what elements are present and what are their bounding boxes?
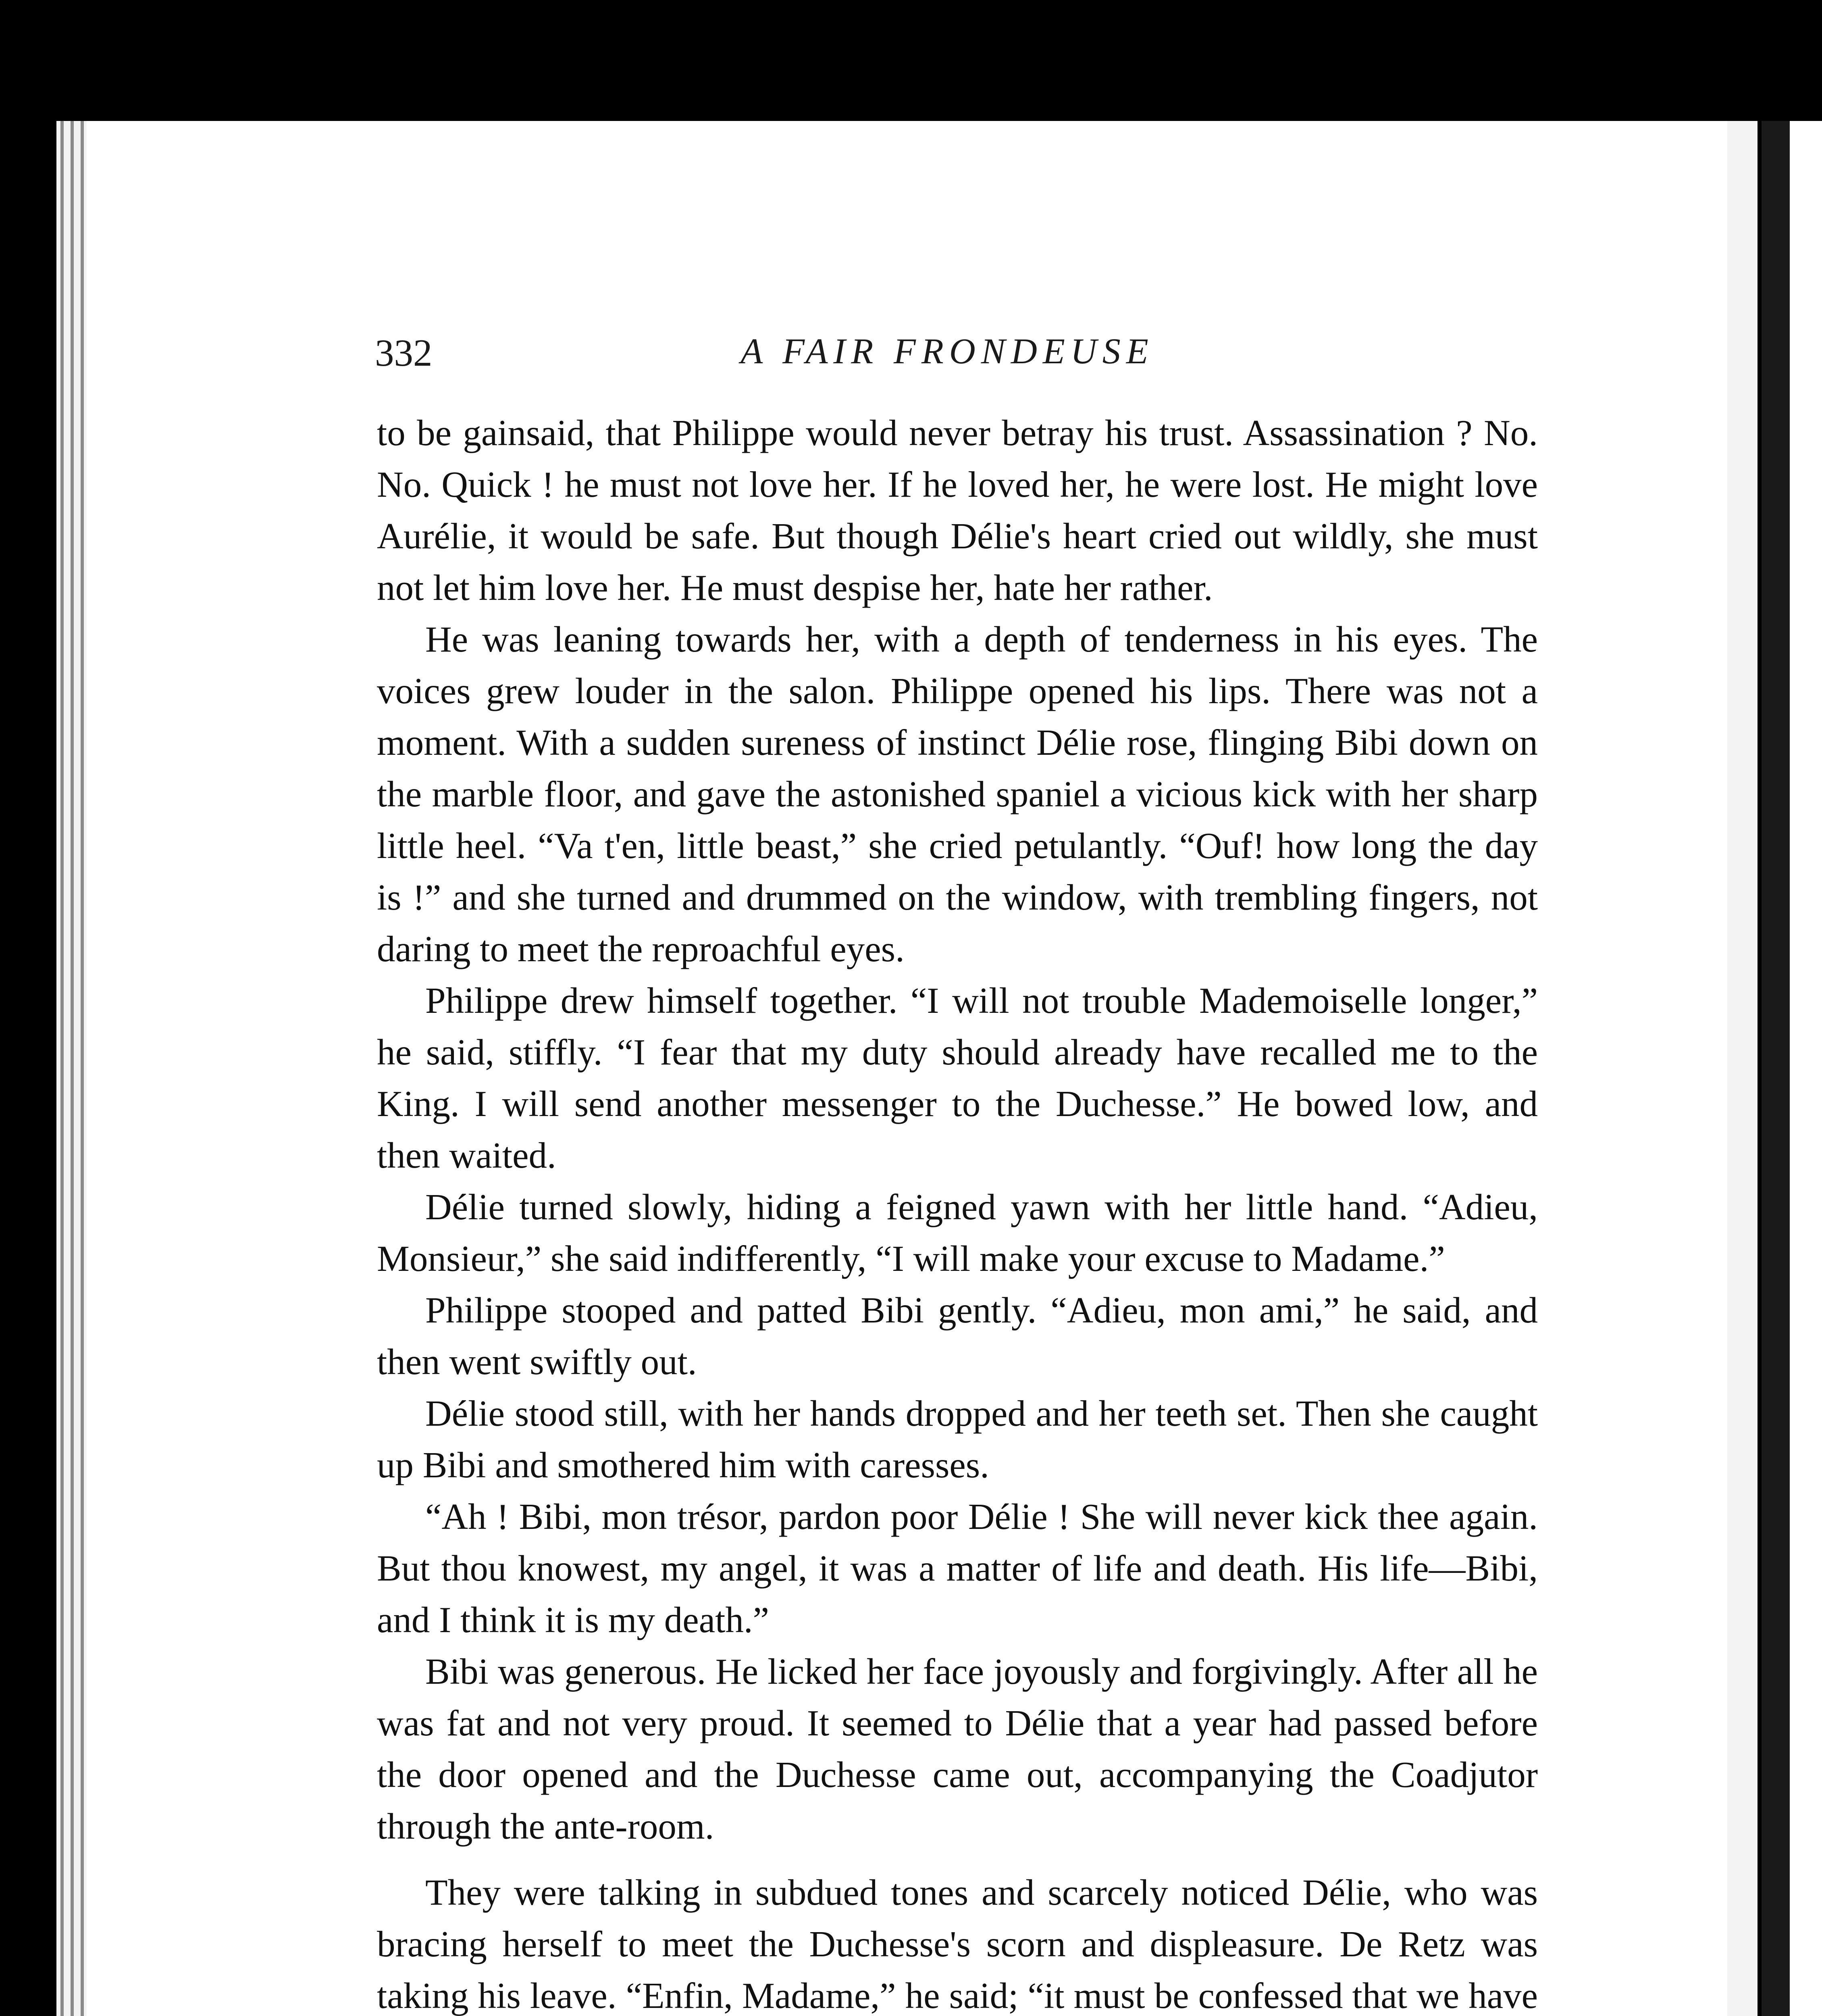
page-body: [377, 407, 1538, 2016]
paragraph: “Ah ! Bibi, mon trésor, pardon poor Délie ! She will never kick thee again. But thou knowest, my angel, it was a matter of life and death. His life—Bibi, and I think it is my death.”: [377, 1496, 1538, 1640]
paragraph: Délie stood still, with her hands dropped and her teeth set. Then she caught up Bibi and smothered him with caresses.: [377, 1393, 1538, 1485]
paragraph: Délie turned slowly, hiding a feigned yawn with her little hand. “Adieu, Monsieur,” she said indifferently, “I will make your excuse to Madame.”: [377, 1187, 1538, 1279]
page-edge-line: [60, 121, 64, 2016]
paragraph: They were talking in subdued tones and scarcely noticed Délie, who was bracing herself to meet the Duchesse's scorn and displeasure. De Retz was taking his leave. “Enfin, Madame,” he said; “it must be confessed that we have: [377, 1872, 1538, 2016]
paragraph: Bibi was generous. He licked her face joyously and forgivingly. After all he was fat and not very proud. It seemed to Délie that a year had passed before the door opened and the Duchesse came out, accompanying the Coadjutor through the ante-room.: [377, 1651, 1538, 1847]
page-header: [296, 331, 1598, 383]
paragraph: Philippe drew himself together. “I will not trouble Mademoiselle longer,” he said, stiffly. “I fear that my duty should already have recalled me to the King. I will send another messenger to the Duchesse.” He bowed low, and then waited.: [377, 980, 1538, 1176]
paragraph: He was leaning towards her, with a depth of tenderness in his eyes. The voices grew louder in the salon. Philippe opened his lips. There was not a moment. With a sudden sureness of instinct Délie rose, flinging Bibi down on the marble floor, and gave the astonished spaniel a vicious kick with her sharp little heel. “Va t'en, little beast,” she cried petulantly. “Ouf! how long the day is !” and she turned and drummed on the window, with trembling fingers, not daring to meet the reproachful eyes.: [377, 619, 1538, 969]
page-edge-line: [81, 121, 84, 2016]
paragraph: to be gainsaid, that Philippe would never betray his trust. Assassination ? No. No. Quick ! he must not love her. If he loved her, he were lost. He might love Aurélie, it would be safe. But though Délie's heart cried out wildly, she must not let him love her. He must despise her, hate her rather.: [377, 412, 1538, 608]
page-number: 332: [375, 331, 433, 374]
paragraph: Philippe stooped and patted Bibi gently. “Adieu, mon ami,” he said, and then went swiftly out.: [377, 1290, 1538, 1382]
facing-page-edge: [1790, 121, 1822, 2016]
book-binding: [1762, 121, 1790, 2016]
running-title: A FAIR FRONDEUSE: [740, 331, 1154, 371]
page-edge-line: [71, 121, 74, 2016]
